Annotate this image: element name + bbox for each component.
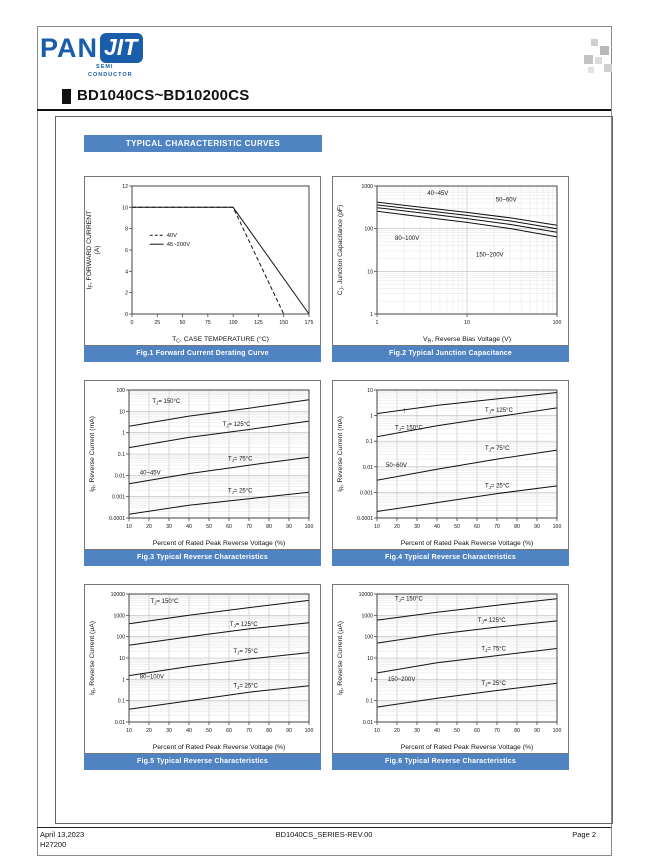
svg-text:CJ, Junction Capacitance (pF): $C_J$, Junction Capacitance (pF) (337, 204, 346, 296)
title-bullet (62, 89, 71, 104)
svg-text:100: 100 (116, 388, 125, 394)
svg-text:TJ= 25°C: $T_J= 25^\circ C$ (228, 488, 253, 495)
footer-series: BD1040CS_SERIES-REV.00 (275, 830, 373, 839)
fig2-panel (332, 176, 569, 362)
decorative-pixel (600, 46, 609, 55)
svg-text:10: 10 (464, 320, 470, 326)
svg-text:60: 60 (474, 728, 480, 734)
svg-text:40: 40 (186, 728, 192, 734)
svg-text:TJ= 150°C: $T_J= 150^\circ C$ (150, 598, 179, 606)
svg-text:TJ= 75°C: $T_J= 75^\circ C$ (481, 646, 506, 653)
fig1-chart (85, 177, 320, 345)
svg-text:80~100V: 80~100V (395, 235, 420, 242)
svg-text:80: 80 (266, 524, 272, 530)
fig5-panel (84, 584, 321, 770)
svg-text:100: 100 (364, 634, 373, 641)
fig4-caption: Fig.4 Typical Reverse Characteristics (332, 550, 569, 566)
svg-text:TJ= 125°C: $T_J= 125^\circ C$ (477, 618, 506, 625)
svg-text:IF, FORWARD CURRENT: $I_F$, FORWARD CURRENT (86, 210, 95, 290)
svg-text:1000: 1000 (113, 613, 125, 620)
fig5-chart-box (84, 584, 321, 754)
svg-text:10: 10 (367, 269, 373, 276)
svg-text:50: 50 (454, 524, 460, 530)
svg-text:90: 90 (286, 728, 292, 734)
svg-text:TJ= 150°C: $T_J= 150^\circ C$ (395, 425, 423, 433)
svg-text:0: 0 (125, 312, 128, 318)
svg-text:10000: 10000 (358, 592, 373, 598)
fig6-chart-box (332, 584, 569, 754)
svg-text:80~100V: 80~100V (139, 674, 165, 681)
svg-text:80: 80 (514, 728, 520, 734)
svg-text:↑: ↑ (402, 406, 407, 416)
svg-text:TC, CASE TEMPERATURE (°C): $T_C$, CASE TEMPERATURE (°C) (172, 336, 269, 345)
svg-text:0: 0 (130, 320, 134, 326)
svg-text:1: 1 (370, 312, 373, 318)
svg-text:10: 10 (367, 388, 373, 394)
svg-text:IR, Reverse Current (mA): $I_R$, Reverse Current (mA) (337, 416, 346, 492)
svg-text:10: 10 (122, 205, 128, 212)
logo-subtitle-semi: SEMI (96, 64, 114, 70)
svg-text:60: 60 (226, 524, 232, 530)
svg-text:45~200V: 45~200V (166, 242, 191, 249)
fig5-caption: Fig.5 Typical Reverse Characteristics (84, 754, 321, 770)
svg-text:8: 8 (125, 226, 128, 233)
svg-text:30: 30 (166, 728, 172, 734)
svg-text:50~60V: 50~60V (386, 462, 407, 469)
svg-text:90: 90 (534, 728, 540, 734)
svg-text:1000: 1000 (361, 613, 373, 620)
svg-text:6: 6 (125, 248, 128, 254)
svg-text:10000: 10000 (110, 592, 125, 598)
svg-text:60: 60 (474, 524, 480, 530)
panjit-logo (40, 33, 143, 64)
svg-text:10: 10 (126, 524, 132, 530)
svg-text:Percent of Rated Peak Reverse: Percent of Rated Peak Reverse Voltage (%) (152, 744, 286, 751)
svg-text:1: 1 (370, 413, 373, 420)
svg-text:0.1: 0.1 (365, 439, 373, 446)
svg-text:100: 100 (228, 320, 238, 326)
svg-text:TJ= 125°C: $T_J= 125^\circ C$ (229, 622, 258, 629)
svg-text:10: 10 (119, 409, 125, 416)
svg-text:150~200V: 150~200V (387, 677, 416, 684)
svg-text:0.01: 0.01 (362, 720, 373, 726)
svg-text:(A): (A) (94, 245, 101, 255)
fig6-panel (332, 584, 569, 770)
svg-text:90: 90 (534, 524, 540, 530)
fig1-chart-box (84, 176, 321, 346)
section-banner: TYPICAL CHARACTERISTIC CURVES (84, 135, 322, 152)
svg-text:TJ= 150°C: $T_J= 150^\circ C$ (152, 398, 181, 406)
svg-text:150~200V: 150~200V (476, 252, 504, 259)
svg-text:TJ= 25°C: $T_J= 25^\circ C$ (485, 483, 510, 490)
footer-date: April 13,2023 (40, 830, 85, 839)
svg-text:30: 30 (414, 524, 420, 530)
svg-text:70: 70 (246, 524, 252, 530)
fig4-chart (333, 381, 568, 549)
svg-text:70: 70 (494, 728, 500, 734)
fig3-panel (84, 380, 321, 566)
svg-text:TJ= 25°C: $T_J= 25^\circ C$ (481, 680, 506, 688)
decorative-pixel (591, 39, 598, 46)
svg-text:70: 70 (494, 524, 500, 530)
svg-text:40V: 40V (166, 233, 178, 240)
decorative-pixel (584, 55, 593, 64)
fig5-chart (85, 585, 320, 753)
svg-text:0.1: 0.1 (117, 698, 125, 705)
fig2-chart-box (332, 176, 569, 346)
svg-text:0.1: 0.1 (365, 698, 373, 705)
svg-text:80: 80 (266, 728, 272, 734)
svg-text:70: 70 (246, 728, 252, 734)
svg-text:100: 100 (552, 320, 562, 326)
svg-text:50: 50 (206, 524, 212, 530)
svg-text:1: 1 (122, 677, 125, 684)
svg-text:80: 80 (514, 524, 520, 530)
footer-doc-code: H27200 (40, 840, 67, 849)
fig3-caption: Fig.3 Typical Reverse Characteristics (84, 550, 321, 566)
svg-text:50: 50 (206, 728, 212, 734)
svg-text:75: 75 (204, 320, 211, 326)
svg-text:1000: 1000 (361, 184, 373, 190)
svg-text:TJ= 75°C: $T_J= 75^\circ C$ (228, 456, 253, 463)
logo-subtitle-conductor: CONDUCTOR (88, 72, 133, 78)
decorative-pixel (588, 67, 594, 73)
fig6-chart (333, 585, 568, 753)
svg-text:IR, Reverse Current (μA): $I_R$, Reverse Current (μA) (337, 620, 346, 696)
svg-text:10: 10 (374, 728, 380, 734)
svg-text:100: 100 (304, 728, 314, 734)
svg-text:IR, Reverse Current (μA): $I_R$, Reverse Current (μA) (89, 620, 98, 696)
svg-text:0.01: 0.01 (114, 473, 125, 480)
svg-text:Percent of Rated Peak Reverse: Percent of Rated Peak Reverse Voltage (%) (152, 540, 286, 547)
svg-text:TJ= 125°C: $T_J= 125^\circ C$ (222, 421, 251, 429)
svg-text:2: 2 (125, 290, 128, 297)
svg-text:50: 50 (454, 728, 460, 734)
svg-text:30: 30 (166, 524, 172, 530)
svg-text:10: 10 (119, 656, 125, 662)
footer-page-number: Page 2 (572, 830, 596, 839)
decorative-pixel (595, 57, 602, 64)
svg-text:100: 100 (116, 634, 125, 641)
fig1-caption: Fig.1 Forward Current Derating Curve (84, 346, 321, 362)
logo-jit-badge: JIT (100, 33, 143, 63)
fig6-caption: Fig.6 Typical Reverse Characteristics (332, 754, 569, 770)
svg-text:0.01: 0.01 (362, 464, 373, 471)
svg-text:100: 100 (552, 524, 562, 530)
svg-text:10: 10 (367, 656, 373, 662)
fig4-panel (332, 380, 569, 566)
decorative-pixel (604, 64, 612, 72)
page-title: BD1040CS~BD10200CS (77, 87, 250, 104)
svg-text:175: 175 (304, 320, 314, 326)
svg-text:TJ= 25°C: $T_J= 25^\circ C$ (233, 683, 258, 690)
fig2-caption: Fig.2 Typical Junction Capacitance (332, 346, 569, 362)
svg-text:20: 20 (146, 524, 152, 530)
svg-text:50: 50 (179, 320, 186, 326)
svg-text:Percent of Rated Peak Reverse: Percent of Rated Peak Reverse Voltage (%) (400, 540, 534, 547)
svg-text:12: 12 (122, 184, 128, 190)
svg-text:1: 1 (375, 320, 379, 326)
svg-text:150: 150 (279, 320, 289, 326)
fig2-chart (333, 177, 568, 345)
svg-text:50~60V: 50~60V (495, 197, 517, 204)
svg-text:TJ= 75°C: $T_J= 75^\circ C$ (485, 446, 510, 453)
svg-text:40: 40 (186, 524, 192, 530)
svg-text:100: 100 (552, 728, 562, 734)
svg-text:30: 30 (414, 728, 420, 734)
svg-text:4: 4 (125, 269, 128, 276)
footer-rule (37, 827, 611, 828)
svg-text:Percent of Rated Peak Reverse: Percent of Rated Peak Reverse Voltage (%) (400, 744, 534, 751)
svg-text:100: 100 (304, 524, 314, 530)
svg-text:40~45V: 40~45V (139, 470, 161, 477)
svg-text:20: 20 (394, 728, 400, 734)
title-rule (37, 109, 611, 111)
svg-text:20: 20 (146, 728, 152, 734)
svg-text:125: 125 (254, 320, 263, 326)
fig4-chart-box (332, 380, 569, 550)
svg-text:10: 10 (374, 524, 380, 530)
svg-text:0.1: 0.1 (117, 452, 125, 458)
svg-text:IR, Reverse Current (mA): $I_R$, Reverse Current (mA) (89, 416, 98, 492)
svg-text:40: 40 (434, 524, 440, 530)
svg-text:0.001: 0.001 (112, 494, 125, 501)
fig3-chart-box (84, 380, 321, 550)
svg-text:40: 40 (434, 728, 440, 734)
fig3-chart (85, 381, 320, 549)
svg-text:1: 1 (122, 430, 125, 437)
svg-text:TJ= 75°C: $T_J= 75^\circ C$ (233, 648, 258, 656)
svg-text:25: 25 (154, 320, 161, 326)
svg-text:20: 20 (394, 524, 400, 530)
svg-text:0.0001: 0.0001 (109, 516, 125, 522)
svg-text:90: 90 (286, 524, 292, 530)
svg-text:TJ= 150°C: $T_J= 150^\circ C$ (395, 596, 423, 603)
svg-text:60: 60 (226, 728, 232, 734)
svg-text:VR, Reverse Bias Voltage (V): $V_R$, Reverse Bias Voltage (V) (423, 336, 511, 345)
svg-text:40~45V: 40~45V (427, 190, 449, 197)
svg-text:1: 1 (370, 677, 373, 684)
svg-text:0.01: 0.01 (114, 720, 125, 726)
svg-text:0.001: 0.001 (360, 490, 373, 497)
logo-pan-text: PAN (40, 33, 99, 63)
svg-text:0.0001: 0.0001 (357, 516, 373, 522)
svg-text:10: 10 (126, 728, 132, 734)
svg-text:100: 100 (364, 226, 373, 233)
fig1-panel (84, 176, 321, 362)
svg-text:TJ= 125°C: $T_J= 125^\circ C$ (485, 407, 513, 415)
